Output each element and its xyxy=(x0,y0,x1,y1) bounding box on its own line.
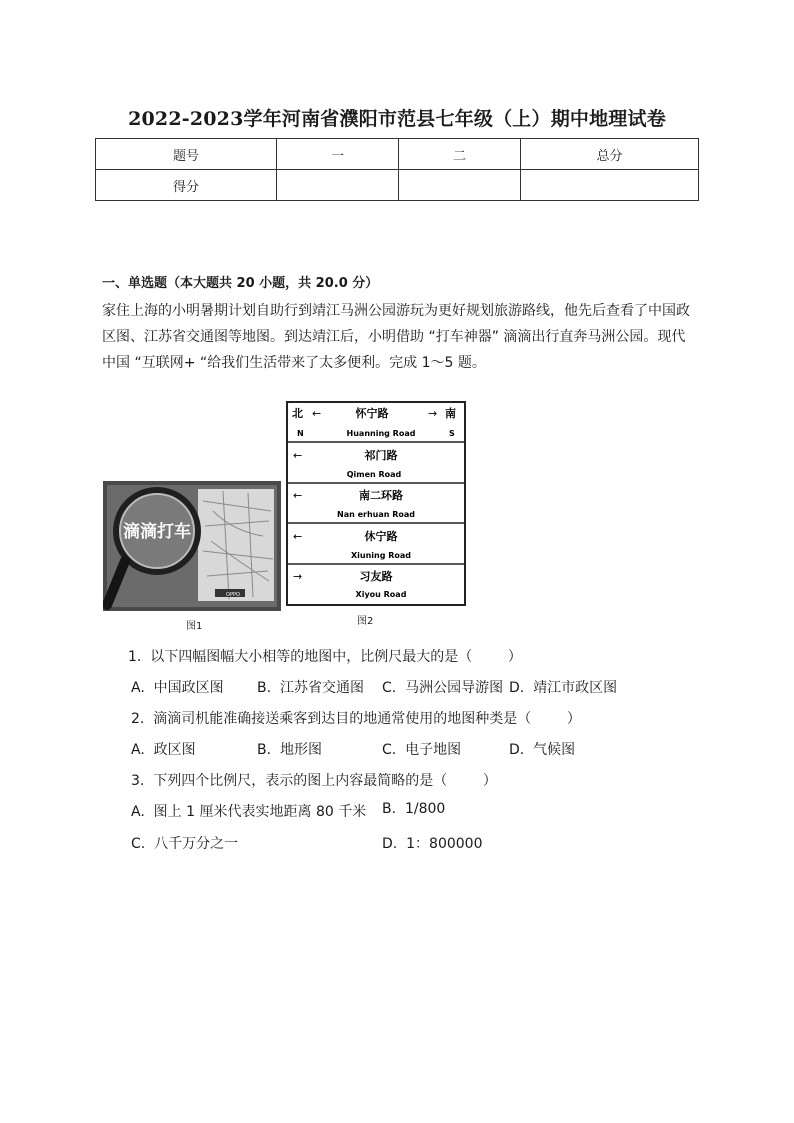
question-1-option-b[interactable]: B. 江苏省交通图 xyxy=(257,680,364,696)
south-en-label: S xyxy=(449,429,455,438)
oppo-text: OPPO xyxy=(226,592,240,598)
figure2-road-signs xyxy=(286,401,466,606)
score-table-header-row xyxy=(96,139,699,170)
road-arrow: → xyxy=(293,570,303,583)
figure2-caption: 图2 xyxy=(357,616,374,627)
score-header-cell: 二 xyxy=(399,139,521,170)
north-label: 北 xyxy=(292,407,303,420)
intro-line: 区图、江苏省交通图等地图。到达靖江后，小明借助 “打车神器” 滴滴出行直奔马洲公园。现代 xyxy=(102,329,686,345)
question-2-option-b[interactable]: B. 地形图 xyxy=(257,742,322,758)
road-name: 休宁路 xyxy=(364,530,398,543)
figure1-caption: 图1 xyxy=(186,621,203,632)
score-table xyxy=(95,138,699,201)
score-header-cell: 一 xyxy=(277,139,399,170)
question-3-option-b[interactable]: B. 1/800 xyxy=(382,801,446,817)
question-1-option-c[interactable]: C. 马洲公园导游图 xyxy=(382,680,504,696)
intro-line: 中国 “互联网+ “给我们生活带来了太多便利。完成 1～5 题。 xyxy=(102,355,486,371)
figure1-image xyxy=(103,481,281,611)
question-3-option-d[interactable]: D. 1：800000 xyxy=(382,836,483,852)
north-en-label: N xyxy=(297,429,304,438)
road-name-en: Xiyou Road xyxy=(355,590,407,599)
question-2-option-a[interactable]: A. 政区图 xyxy=(131,742,196,758)
intro-paragraph xyxy=(102,298,694,376)
question-2-stem: 2. 滴滴司机能准确接送乘客到达目的地通常使用的地图种类是（ ） xyxy=(131,711,581,727)
page-title: 2022-2023学年河南省濮阳市范县七年级（上）期中地理试卷 xyxy=(128,108,666,130)
top-road-name-en: Huanning Road xyxy=(346,429,416,438)
question-1-option-a[interactable]: A. 中国政区图 xyxy=(131,680,224,696)
road-name-en: Nan erhuan Road xyxy=(337,510,415,519)
road-name-en: Qimen Road xyxy=(346,470,402,479)
road-arrow: ← xyxy=(293,489,303,502)
road-name-en: Xiuning Road xyxy=(350,551,412,560)
score-table-score-row xyxy=(96,170,699,201)
question-1-stem: 1. 以下四幅图幅大小相等的地图中，比例尺最大的是（ ） xyxy=(128,649,522,665)
south-label: 南 xyxy=(445,407,456,420)
section-heading: 一、单选题（本大题共 20 小题，共 20.0 分） xyxy=(102,276,379,291)
road-arrow: ← xyxy=(293,449,303,462)
left-arrow: ← xyxy=(312,407,322,420)
score-cell xyxy=(399,170,521,201)
road-arrow: ← xyxy=(293,530,303,543)
question-2-option-c[interactable]: C. 电子地图 xyxy=(382,742,462,758)
right-arrow: → xyxy=(428,407,438,420)
road-name: 南二环路 xyxy=(359,489,403,502)
intro-line: 家住上海的小明暑期计划自助行到靖江马洲公园游玩为更好规划旅游路线，他先后查看了中国政 xyxy=(102,303,690,319)
score-cell xyxy=(277,170,399,201)
score-cell xyxy=(521,170,699,201)
question-2-option-d[interactable]: D. 气候图 xyxy=(509,742,576,758)
score-header-cell: 题号 xyxy=(96,139,277,170)
question-3-stem: 3. 下列四个比例尺，表示的图上内容最简略的是（ ） xyxy=(131,773,497,789)
road-name: 祁门路 xyxy=(364,449,398,462)
road-name: 习友路 xyxy=(359,570,393,583)
top-road-name: 怀宁路 xyxy=(355,407,389,420)
question-3-option-a[interactable]: A. 图上 1 厘米代表实地距离 80 千米 xyxy=(131,804,367,820)
question-1-option-d[interactable]: D. 靖江市政区图 xyxy=(509,680,618,696)
score-header-cell: 总分 xyxy=(521,139,699,170)
question-3-option-c[interactable]: C. 八千万分之一 xyxy=(131,836,239,852)
magnifier-text: 滴滴打车 xyxy=(123,522,191,542)
score-row-label: 得分 xyxy=(96,170,277,201)
